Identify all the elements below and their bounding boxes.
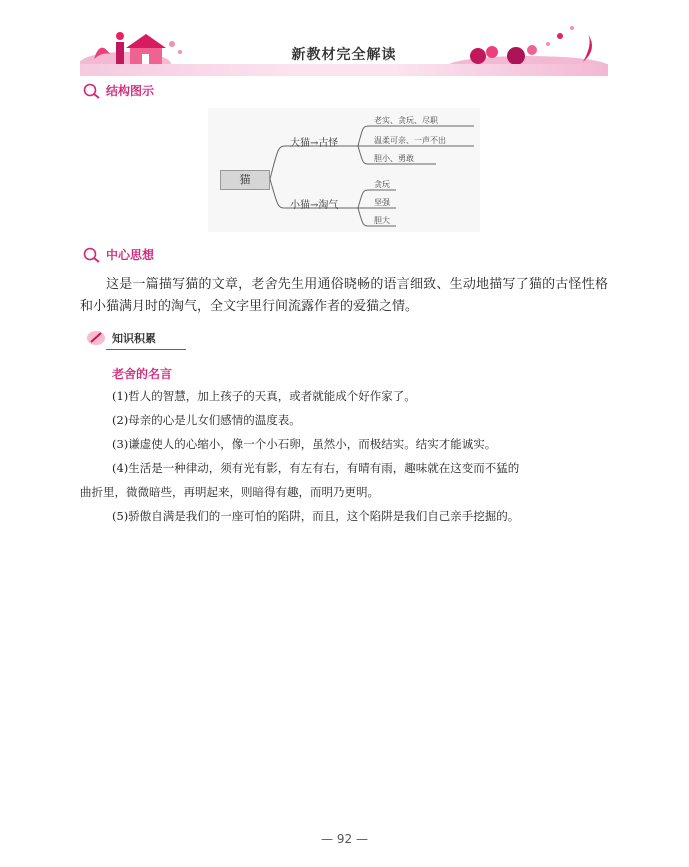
- structure-section-heading: [82, 82, 154, 99]
- page-number: — 92 —: [321, 832, 368, 846]
- knowledge-section-title: 知识积累: [112, 332, 156, 345]
- diagram-leaf: 胆大: [374, 216, 390, 225]
- header-title: 新教材完全解读: [291, 47, 397, 63]
- diagram-leaf: 老实、贪玩、尽职: [374, 116, 438, 125]
- quote-line: (2)母亲的心是儿女们感情的温度表。: [112, 413, 301, 427]
- diagram-branch-adult-cat: 大猫→古怪: [290, 138, 339, 149]
- quote-line: (3)谦虚使人的心缩小，像一个小石卵，虽然小，而极结实。结实才能诚实。: [112, 437, 497, 451]
- magnifier-icon: [82, 247, 102, 263]
- quote-line: (5)骄傲自满是我们的一座可怕的陷阱，而且，这个陷阱是我们自己亲手挖掘的。: [112, 509, 520, 523]
- structure-section-title: 结构图示: [106, 84, 155, 98]
- header-band: [80, 64, 608, 76]
- magnifier-icon: [82, 83, 102, 99]
- knowledge-underline: [106, 349, 186, 350]
- knowledge-section-heading: [86, 330, 156, 346]
- structure-diagram: [208, 108, 480, 232]
- theme-section-heading: [82, 246, 154, 263]
- theme-section-title: 中心思想: [106, 248, 155, 262]
- quote-line: 曲折里，微微暗些，再明起来，则暗得有趣，而明乃更明。: [80, 485, 379, 499]
- diagram-root-node: 猫: [220, 170, 270, 190]
- diagram-leaf: 坚强: [374, 198, 390, 207]
- diagram-leaf: 温柔可亲、一声不出: [374, 136, 446, 145]
- diagram-branch-kitten: 小猫→淘气: [290, 200, 339, 211]
- quotes-title: 老舍的名言: [112, 367, 173, 381]
- diagram-leaf: 贪玩: [374, 180, 390, 189]
- pen-badge-icon: [86, 330, 106, 346]
- diagram-leaf: 胆小、勇敢: [374, 154, 414, 163]
- quote-line: (4)生活是一种律动，须有光有影，有左有右，有晴有雨，趣味就在这变而不猛的: [112, 461, 520, 475]
- quote-line: (1)哲人的智慧，加上孩子的天真，或者就能成个好作家了。: [112, 389, 416, 403]
- theme-paragraph: 这是一篇描写猫的文章，老舍先生用通俗晓畅的语言细致、生动地描写了猫的古怪性格和小猫满月时的淘气，全文字里行间流露作者的爱猫之情。: [80, 277, 608, 314]
- page-header: [80, 14, 608, 76]
